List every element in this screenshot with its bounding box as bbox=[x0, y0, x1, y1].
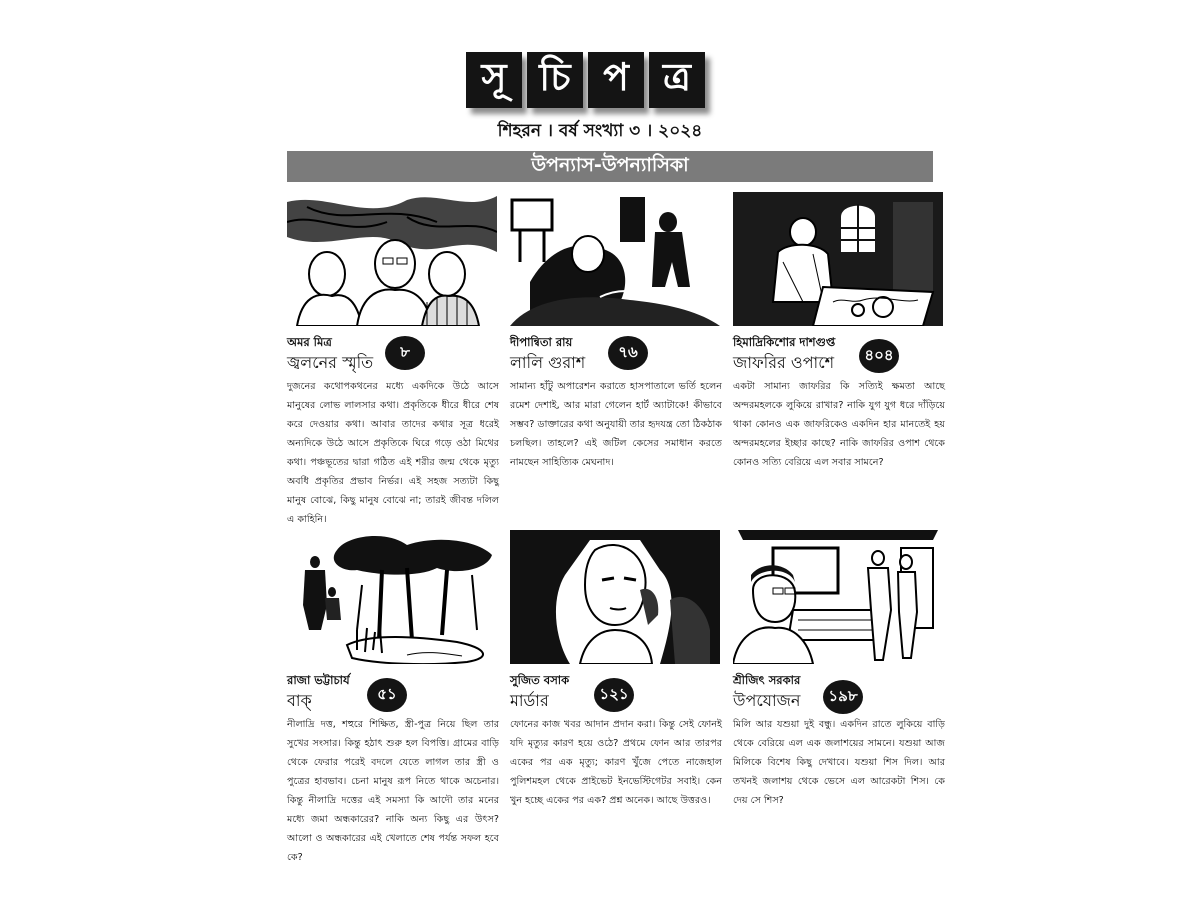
story-title: লালি গুরাশ bbox=[510, 353, 586, 372]
page-number-badge: ৪০৪ bbox=[859, 339, 899, 373]
story-title: উপযোজন bbox=[733, 691, 801, 710]
page-title bbox=[466, 52, 705, 108]
story-title: মার্ডার bbox=[510, 691, 549, 710]
illustration-control-room bbox=[733, 530, 943, 664]
story-blurb: ফোনের কাজ খবর আদান প্রদান করা। কিন্তু সেই ফোনই যদি মৃত্যুর কারণ হয়ে ওঠে? প্রথমে ফোন আর তারপর একের পর এক মৃত্যু; কারণ খুঁজে পেতে নাজেহাল পুলিশমহল থেকে প্রাইভেট ইনভেস্টিগেটর সবাই। কেন খুন হচ্ছে একের পর এক? প্রশ্ন অনেক। আছে উত্তরও। bbox=[510, 719, 722, 806]
story-title: বাক্ bbox=[287, 691, 312, 710]
author-name: রাজা ভট্টাচার্য bbox=[287, 673, 350, 687]
issue-subtitle: শিহরন । বর্ষ সংখ্যা ৩ । ২০২৪ bbox=[497, 121, 703, 141]
story-blurb: সামান্য হাঁটু অপারেশন করাতে হাসপাতালে ভর্তি হলেন রমেশ দেশাই, আর মারা গেলেন হার্ট অ্যাটাকে! কীভাবে সম্ভব? ডাক্তারের কথা অনুযায়ী তার হৃদযন্ত্র তো ঠিকঠাক চলছিল। তাহলে? এই জটিল কেসের সমাধান করতে নামছেন সাহিত্যিক মেঘনাদ। bbox=[510, 381, 722, 468]
author-name: শ্রীজিৎ সরকার bbox=[733, 673, 801, 687]
illustration-hospital-bed bbox=[510, 192, 720, 326]
author-name: দীপান্বিতা রায় bbox=[510, 335, 573, 349]
illustration-trees-pond bbox=[287, 530, 497, 664]
story-title: জাফরির ওপাশে bbox=[733, 353, 835, 372]
page-number-badge: ১২১ bbox=[594, 678, 634, 712]
story-blurb: মিলি আর যশুয়া দুই বন্ধু। একদিন রাতে লুকিয়ে বাড়ি থেকে বেরিয়ে এল এক জলাশয়ের সামনে। যশুয়া আজ মিলিকে বিশেষ কিছু দেখাবে। যশুয়া শিস দিল। আর তখনই জলাশয় থেকে ভেসে এল আরেকটা শিস। কে দেয় সে শিস? bbox=[733, 719, 945, 806]
story-title: জ্বলনের স্মৃতি bbox=[287, 353, 374, 372]
page-number-badge: ৭৬ bbox=[608, 336, 648, 370]
title-letter-box: ত্র bbox=[649, 52, 705, 108]
author-name: হিমাদ্রিকিশোর দাশগুপ্ত bbox=[733, 335, 836, 349]
author-name: সুজিত বসাক bbox=[510, 673, 570, 687]
illustration-woman-phone bbox=[510, 530, 720, 664]
page-number-badge: ১৯৮ bbox=[823, 680, 863, 714]
story-blurb: দুজনের কথোপকথনের মধ্যে একদিকে উঠে আসে মানুষের লোভ লালসার কথা। প্রকৃতিকে ধীরে ধীরে শেষ করে দেওয়ার কথা। আবার তাদের কথার সূত্র ধরেই অন্যদিকে উঠে আসে প্রকৃতিকে ঘিরে গড়ে ওঠা মিথের কথা। পঞ্চভূতের দ্বারা গঠিত এই শরীর জন্ম থেকে মৃত্যু অবধি প্রকৃতির প্রভাব নির্ভর। এই সহজ সত্যটা কিছু মানুষ বোঝে, কিছু মানুষ বোঝে না; তারই জীবন্ত দলিল এ কাহিনি। bbox=[287, 381, 499, 525]
title-letter-box: প bbox=[588, 52, 644, 108]
title-letter-box: সূ bbox=[466, 52, 522, 108]
author-name: অমর মিত্র bbox=[287, 335, 332, 349]
title-letter-box: চি bbox=[527, 52, 583, 108]
page-number-badge: ৫১ bbox=[367, 678, 407, 712]
story-blurb: একটা সামান্য জাফরির কি সত্যিই ক্ষমতা আছে অন্দরমহলকে লুকিয়ে রাখার? নাকি যুগ যুগ ধরে দাঁড়িয়ে থাকা কোনও এক জাফরিকেও একদিন হার মানতেই হয় অন্দরমহলের ইচ্ছার কাছে? নাকি জাফরির ওপাশ থেকে কোনও সত্যি বেরিয়ে এল সবার সামনে? bbox=[733, 381, 945, 468]
page-number-badge: ৮ bbox=[385, 336, 425, 370]
illustration-three-people bbox=[287, 192, 497, 326]
story-blurb: নীলাদ্রি দত্ত, শহুরে শিক্ষিত, স্ত্রী-পুত্র নিয়ে ছিল তার সুখের সংসার। কিন্তু হঠাৎ শুরু হল বিপত্তি। গ্রামের বাড়ি থেকে ফেরার পরেই বদলে যেতে লাগল তার স্ত্রী ও পুত্রের হাবভাব। চেনা মানুষ রূপ নিতে থাকে অচেনার। কিন্তু নীলাদ্রি দত্তের এই সমস্যা কি আদৌ তার মনের মধ্যে জমা অন্ধকারের? নাকি অন্য কিছু এর উৎস? আলো ও অন্ধকারের এই খেলাতে শেষ পর্যন্ত সফল হবে কে? bbox=[287, 719, 499, 863]
illustration-craftsman-window bbox=[733, 192, 943, 326]
section-heading: উপন্যাস-উপন্যাসিকা bbox=[287, 151, 933, 182]
